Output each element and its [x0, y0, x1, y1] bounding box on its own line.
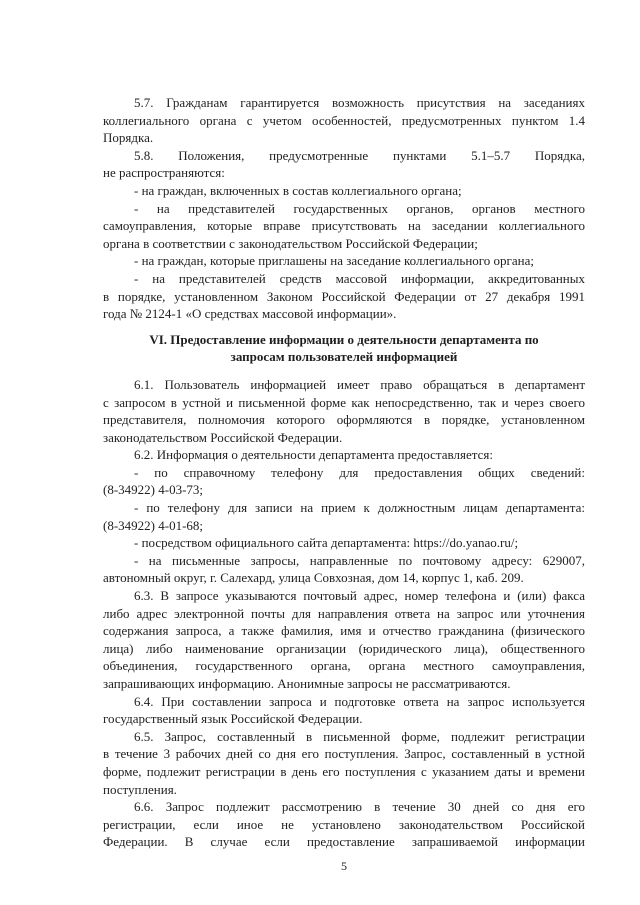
text-line: государственный язык Российской Федерации. — [103, 711, 363, 727]
text-line: (8-34922) 4-01-68; — [103, 517, 204, 533]
exception-item — [103, 182, 585, 200]
text-line: - по телефону для записи на прием к должностным лицам департамента: — [134, 500, 585, 516]
clause-6-4 — [103, 693, 585, 728]
text-line: - на граждан, включенных в состав коллегиального органа; — [134, 182, 462, 198]
channel-item — [103, 464, 585, 499]
text-line: лица) либо наименование организации (юридического лица), общественного — [103, 640, 585, 656]
clause-5-8 — [103, 147, 585, 182]
text-line: - по справочному телефону для предоставления общих сведений: — [134, 464, 585, 480]
text-line: - на письменные запросы, направленные по почтовому адресу: 629007, — [134, 552, 585, 568]
text-line: в порядке, установленном Законом Российской Федерации от 27 декабря 1991 — [103, 288, 585, 304]
text-line: года № 2124-1 «О средствах массовой информации». — [103, 306, 397, 322]
text-line: самоуправления, которые вправе присутствовать на заседании коллегиального — [103, 218, 585, 234]
exception-item — [103, 270, 585, 323]
clause-6-1 — [103, 376, 585, 446]
text-line: в течение 3 рабочих дней со дня его поступления. Запрос, составленный в устной — [103, 746, 585, 762]
text-line: 6.6. Запрос подлежит рассмотрению в течение 30 дней со дня его — [134, 799, 585, 815]
text-line: 6.1. Пользователь информацией имеет право обращаться в департамент — [134, 376, 585, 392]
text-line: с запросом в устной и письменной форме как непосредственно, так и через своего — [103, 394, 585, 410]
text-line: 5.7. Гражданам гарантируется возможность присутствия на заседаниях — [134, 95, 585, 110]
text-line: Федерации. В случае если предоставление запрашиваемой информации — [103, 834, 585, 850]
text-line: 6.2. Информация о деятельности департамента предоставляется: — [134, 447, 493, 463]
text-line: законодательством Российской Федерации. — [103, 429, 343, 445]
text-line: форме, подлежит регистрации в день его поступления с указанием даты и времени — [103, 763, 585, 779]
clause-6-6 — [103, 798, 585, 851]
clause-6-5 — [103, 728, 585, 798]
text-line: либо адрес электронной почты для направления ответа на запрос или уточнения — [103, 605, 585, 621]
clause-6-3 — [103, 587, 585, 693]
text-line: коллегиального органа с учетом особенностей, предусмотренных пунктом 1.4 — [103, 112, 585, 128]
text-line: запрашивающих информацию. Анонимные запросы не рассматриваются. — [103, 676, 511, 691]
text-line: поступления. — [103, 781, 177, 797]
text-line: регистрации, если иное не установлено законодательством Российской — [103, 816, 585, 832]
text-line: 6.4. При составлении запроса и подготовке ответа на запрос используется — [134, 693, 585, 709]
section-heading — [103, 331, 585, 366]
text-line: - на представителей средств массовой информации, аккредитованных — [134, 270, 585, 286]
channel-item — [103, 499, 585, 534]
heading-line: VI. Предоставление информации о деятельности департамента по — [149, 331, 539, 347]
text-line: Порядка. — [103, 130, 154, 146]
channel-item — [103, 552, 585, 587]
text-line: органа в соответствии с законодательством Российской Федерации; — [103, 235, 478, 251]
text-line: не распространяются: — [103, 165, 225, 181]
text-line: 6.5. Запрос, составленный в письменной форме, подлежит регистрации — [134, 728, 585, 744]
text-line: автономный округ, г. Салехард, улица Совхозная, дом 14, корпус 1, каб. 209. — [103, 570, 524, 586]
text-line: содержания запроса, а также фамилия, имя и отчество гражданина (физического — [103, 623, 585, 639]
page-number: 5 — [341, 859, 347, 873]
text-line: 5.8. Положения, предусмотренные пунктами 5.1–5.7 Порядка, — [134, 147, 585, 163]
clause-5-7 — [103, 94, 585, 147]
channel-item — [103, 534, 585, 552]
exception-item — [103, 252, 585, 270]
clause-6-2 — [103, 446, 585, 464]
exception-item — [103, 200, 585, 253]
text-line: объединения, государственного органа, органа местного самоуправления, — [103, 658, 585, 674]
page-body — [103, 94, 585, 851]
text-line: - посредством официального сайта департамента: https://do.yanao.ru/; — [134, 535, 519, 551]
heading-line: запросам пользователей информацией — [230, 349, 458, 365]
text-line: представителя, полномочия которого оформляются в порядке, установленном — [103, 412, 585, 428]
text-line: (8-34922) 4-03-73; — [103, 482, 204, 498]
text-line: 6.3. В запросе указываются почтовый адрес, номер телефона и (или) факса — [134, 588, 585, 604]
text-line: - на представителей государственных органов, органов местного — [134, 200, 585, 216]
text-line: - на граждан, которые приглашены на заседание коллегиального органа; — [134, 253, 534, 269]
